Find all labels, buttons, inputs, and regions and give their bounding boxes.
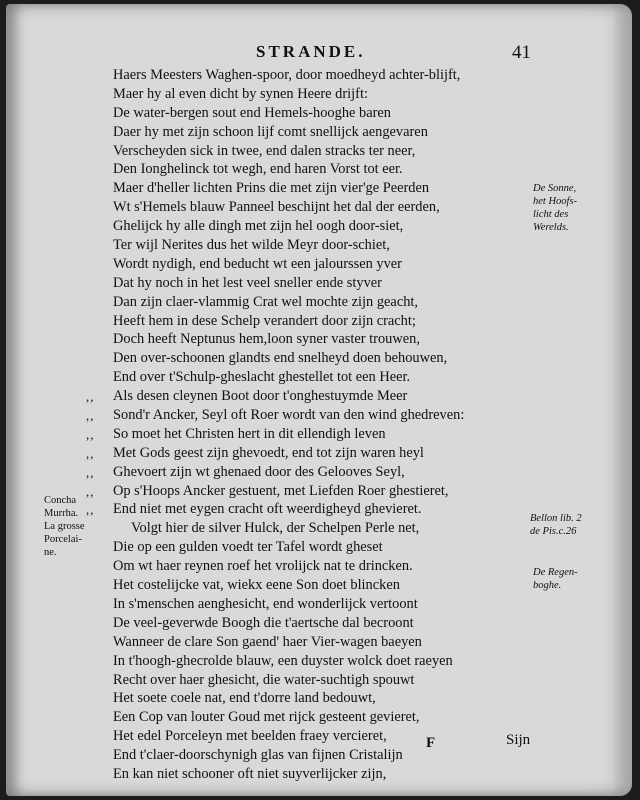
poem-line-text: In t'hoogh-ghecrolde blauw, een duyster wolck doet raeyen (113, 652, 453, 669)
poem-line (113, 255, 543, 274)
margin-note-line: Bellon lib. 2 (530, 513, 582, 524)
poem-line (86, 387, 543, 406)
quote-mark: ,, (86, 389, 95, 405)
quote-mark: ,, (86, 445, 95, 461)
poem-line-text: Een Cop van louter Goud met rijck gesteent gevieret, (113, 709, 420, 726)
poem-line-text: End over t'Schulp-gheslacht ghestellet tot een Heer. (113, 369, 411, 386)
poem-line (86, 482, 543, 501)
poem-line-text: Wanneer de clare Son gaend' haer Vier-wagen baeyen (113, 633, 422, 650)
poem-line-text: Maer hy al even dicht by synen Heere drijft: (113, 85, 368, 102)
margin-note-line: licht des (533, 209, 569, 220)
poem-line-text: Sond'r Ancker, Seyl oft Roer wordt van den wind ghedreven: (113, 407, 465, 424)
poem-line (113, 236, 543, 255)
poem-line-text: De veel-geverwde Boogh die t'aertsche dal becroont (113, 614, 414, 631)
poem-line-text: Dan zijn claer-vlammig Crat wel mochte zijn geacht, (113, 293, 418, 310)
margin-note-line: La grosse (44, 521, 85, 532)
poem-line-text: Doch heeft Neptunus hem,loon syner vaster trouwen, (113, 331, 420, 348)
poem-line-text: Ghelijck hy alle dingh met zijn hel oogh door-siet, (113, 218, 404, 235)
poem-line-text: End t'claer-doorschynigh glas van fijnen Cristalijn (113, 747, 403, 764)
poem-line-text: Ter wijl Nerites dus het wilde Meyr door-schiet, (113, 237, 390, 254)
poem-line (113, 727, 543, 746)
margin-note-line: de Pis.c.26 (530, 526, 577, 537)
margin-note-line: De Regen- (533, 567, 578, 578)
poem-line (113, 614, 543, 633)
poem-line-text: Het costelijcke vat, wiekx eene Son doet blincken (113, 577, 400, 594)
poem-line-text: De water-bergen sout end Hemels-hooghe baren (113, 104, 391, 121)
poem-text (86, 66, 543, 784)
poem-line-text: Daer hy met zijn schoon lijf comt snellijck aengevaren (113, 123, 428, 140)
margin-note-line: Porcelai- (44, 534, 82, 545)
poem-line (113, 671, 543, 690)
poem-line (113, 274, 543, 293)
poem-line (113, 689, 543, 708)
poem-line (113, 312, 543, 331)
poem-line (113, 576, 543, 595)
poem-line-text: Verscheyden sick in twee, end dalen stracks ter neer, (113, 142, 416, 159)
quote-mark: ,, (86, 426, 95, 442)
poem-line-text: Op s'Hoops Ancker gestuent, met Liefden Roer ghestieret, (113, 482, 449, 499)
poem-line-text: End niet met eygen cracht oft weerdigheyd ghevieret. (113, 501, 422, 518)
poem-line (113, 85, 543, 104)
running-head: STRANDE. (256, 42, 366, 61)
poem-line (113, 104, 543, 123)
page-number: 41 (512, 42, 531, 63)
margin-note-line: Murrha. (44, 508, 79, 519)
poem-line-text: Haers Meesters Waghen-spoor, door moedheyd achter-blijft, (113, 67, 461, 83)
poem-line (113, 765, 543, 784)
poem-line (113, 66, 543, 85)
poem-line-text: Als desen cleynen Boot door t'onghestuymde Meer (113, 388, 408, 405)
poem-line-text: Om wt haer reynen roef het vrolijck nat te drincken. (113, 558, 413, 575)
poem-line (113, 746, 543, 765)
catchword: Sijn (506, 732, 531, 748)
poem-line-text: Het edel Porceleyn met beelden fraey vercieret, (113, 728, 387, 745)
quote-mark: ,, (86, 408, 95, 424)
poem-line (86, 406, 543, 425)
quote-mark: ,, (86, 502, 95, 518)
poem-line (113, 293, 543, 312)
poem-line-text: Die op een gulden voedt ter Tafel wordt gheset (113, 539, 383, 556)
poem-line-text: Maer d'heller lichten Prins die met zijn vier'ge Peerden (113, 180, 430, 197)
poem-line (113, 179, 543, 198)
poem-line-text: Recht over haer ghesicht, die water-suchtigh spouwt (113, 671, 415, 688)
poem-line-text: Heeft hem in dese Schelp verandert door zijn cracht; (113, 312, 416, 329)
poem-line-text: Wt s'Hemels blauw Panneel beschijnt het dal der eerden, (113, 199, 440, 216)
poem-line (86, 444, 543, 463)
margin-note-de-sonne (533, 182, 577, 234)
signature-mark: F (426, 735, 436, 751)
poem-line (113, 595, 543, 614)
poem-line-text: So moet het Christen hert in dit ellendigh leven (113, 425, 386, 442)
poem-line (113, 557, 543, 576)
poem-line (113, 217, 543, 236)
margin-note-line: De Sonne, (533, 183, 577, 194)
poem-line (113, 123, 543, 142)
poem-line-text: Met Gods geest zijn ghevoedt, end tot zijn waren heyl (113, 444, 424, 461)
margin-note-line: Concha (44, 495, 77, 506)
margin-note-bellon (530, 512, 582, 538)
poem-line-text: Dat hy noch in het lest veel sneller ende styver (113, 274, 382, 291)
poem-line (113, 519, 543, 538)
margin-note-line: Werelds. (533, 222, 569, 233)
poem-line (86, 425, 543, 444)
poem-line (113, 368, 543, 387)
margin-note-regenboge (533, 566, 578, 592)
poem-line (113, 198, 543, 217)
book-page (6, 4, 632, 796)
poem-line (86, 463, 543, 482)
poem-line-text: Volgt hier de silver Hulck, der Schelpen Perle net, (131, 520, 420, 537)
margin-note-line: ne. (44, 547, 57, 558)
poem-line (113, 633, 543, 652)
poem-line (113, 652, 543, 671)
quote-mark: ,, (86, 464, 95, 480)
poem-line (113, 142, 543, 161)
poem-line-text: Den Ionghelinck tot wegh, end haren Vorst tot eer. (113, 161, 403, 178)
poem-line-text: In s'menschen aenghesicht, end wonderlijck vertoont (113, 595, 418, 612)
poem-line-text: Ghevoert zijn wt ghenaed door des Gelooves Seyl, (113, 463, 405, 480)
poem-line (113, 330, 543, 349)
poem-line (113, 349, 543, 368)
poem-line (86, 500, 543, 519)
poem-line (113, 160, 543, 179)
poem-line-text: Den over-schoonen glandts end snelheyd doen behouwen, (113, 350, 448, 367)
poem-line-text: Wordt nydigh, end beducht wt een jalourssen yver (113, 255, 402, 272)
poem-line-text: Het soete coele nat, end t'dorre land bedouwt, (113, 690, 376, 707)
margin-note-line: het Hoofs- (533, 196, 578, 207)
margin-note-line: boghe. (533, 580, 562, 591)
quote-mark: ,, (86, 483, 95, 499)
poem-line-text: En kan niet schooner oft niet suyverlijcker zijn, (113, 765, 387, 782)
poem-line (113, 538, 543, 557)
poem-line (113, 708, 543, 727)
margin-note-concha (44, 494, 85, 559)
